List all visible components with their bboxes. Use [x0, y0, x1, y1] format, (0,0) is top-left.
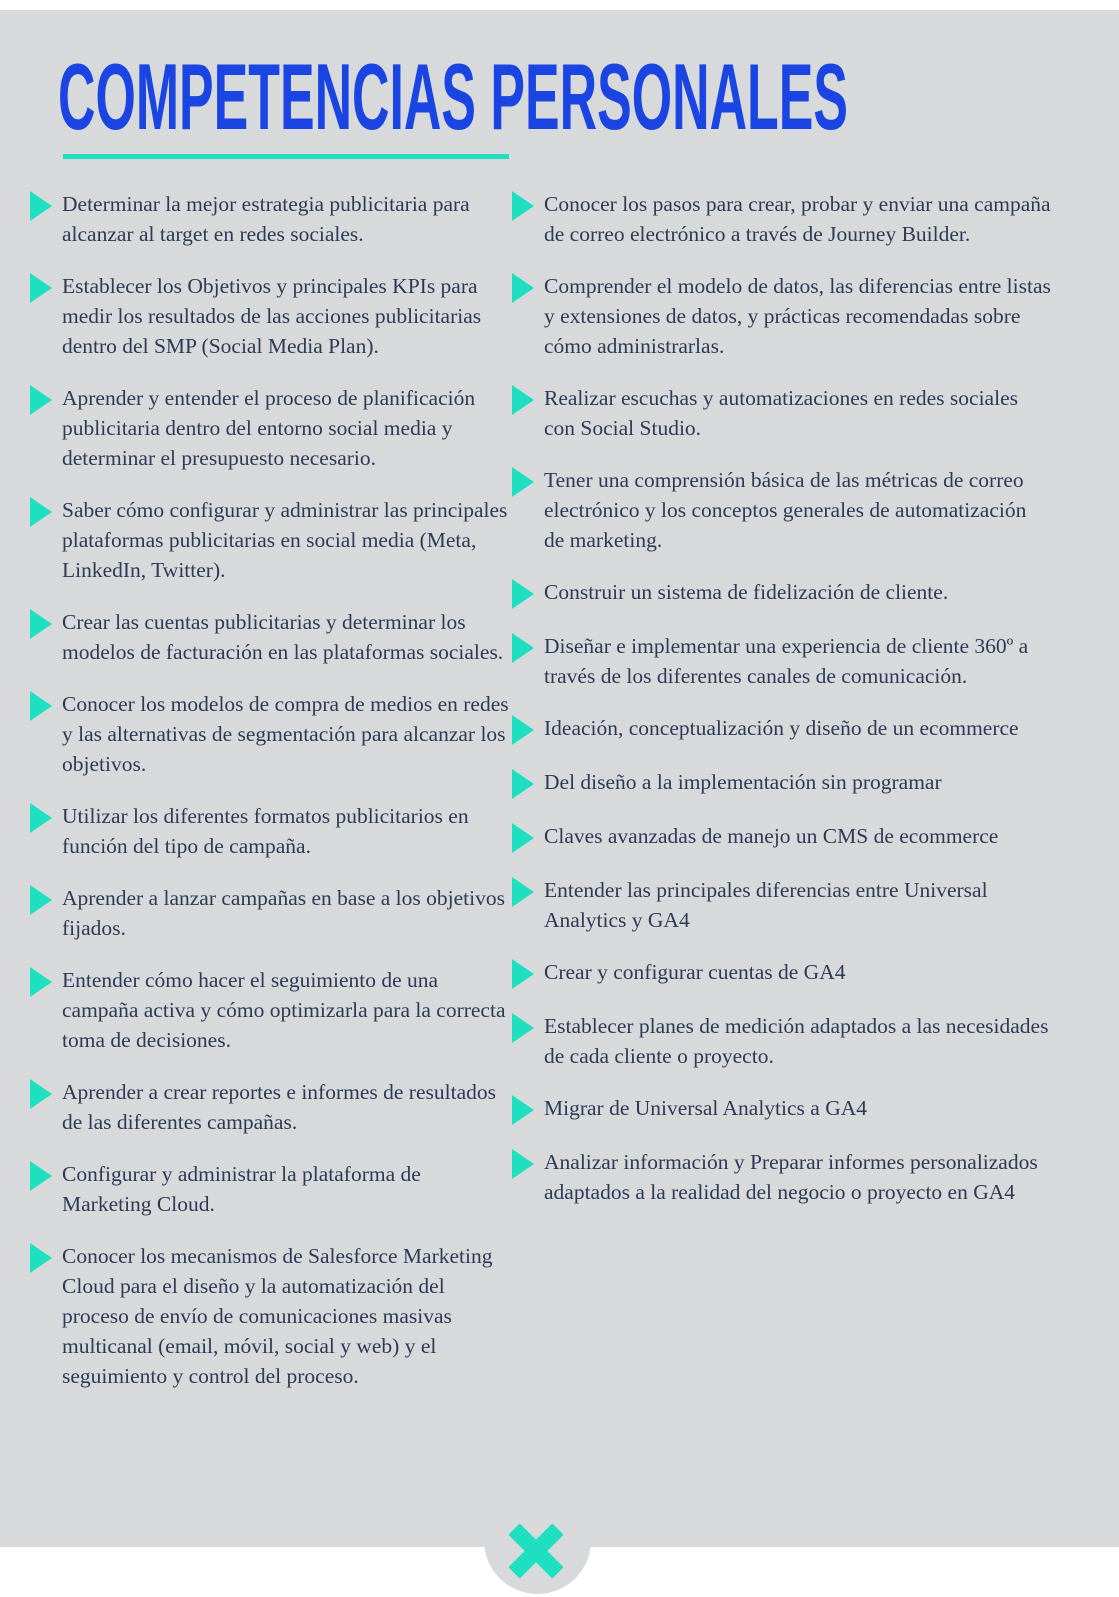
list-item-text: Analizar información y Preparar informes personalizados adaptados a la realidad del negocio o proyecto en GA4: [544, 1150, 1038, 1204]
list-item: [512, 713, 1052, 745]
triangle-right-icon: [30, 1243, 52, 1273]
list-item: [512, 957, 1052, 989]
triangle-right-icon: [30, 191, 52, 221]
triangle-right-icon: [30, 609, 52, 639]
list-item-text: Ideación, conceptualización y diseño de un ecommerce: [544, 716, 1019, 740]
list-item-text: Diseñar e implementar una experiencia de cliente 360º a través de los diferentes canales de comunicación.: [544, 634, 1029, 688]
triangle-right-icon: [30, 691, 52, 721]
list-item: [30, 383, 512, 473]
list-item-text: Migrar de Universal Analytics a GA4: [544, 1096, 868, 1120]
list-item-text: Crear y configurar cuentas de GA4: [544, 960, 846, 984]
triangle-right-icon: [30, 1079, 52, 1109]
list-item: [30, 1159, 512, 1219]
list-item-text: Saber cómo configurar y administrar las principales plataformas publicitarias en social media (Meta, LinkedIn, Twitter).: [62, 498, 508, 582]
triangle-right-icon: [512, 191, 534, 221]
list-item: [512, 577, 1052, 609]
list-item: [30, 1077, 512, 1137]
list-item: [512, 767, 1052, 799]
list-item-text: Determinar la mejor estrategia publicitaria para alcanzar al target en redes sociales.: [62, 192, 470, 246]
triangle-right-icon: [30, 885, 52, 915]
triangle-right-icon: [512, 769, 534, 799]
triangle-right-icon: [512, 1149, 534, 1179]
list-item-text: Del diseño a la implementación sin programar: [544, 770, 942, 794]
list-item: [30, 271, 512, 361]
triangle-right-icon: [512, 579, 534, 609]
list-item: [30, 607, 512, 667]
list-item: [30, 801, 512, 861]
list-item: [512, 383, 1052, 443]
list-item: [30, 1241, 512, 1391]
list-item-text: Crear las cuentas publicitarias y determinar los modelos de facturación en las plataformas sociales.: [62, 610, 504, 664]
right-column: [512, 189, 1052, 1391]
triangle-right-icon: [30, 273, 52, 303]
list-item: [30, 883, 512, 943]
list-item: [512, 189, 1052, 249]
list-item-text: Aprender a lanzar campañas en base a los objetivos fijados.: [62, 886, 505, 940]
x-cross-icon: [509, 1524, 563, 1578]
triangle-right-icon: [30, 385, 52, 415]
triangle-right-icon: [30, 1161, 52, 1191]
triangle-right-icon: [512, 273, 534, 303]
list-item: [512, 465, 1052, 555]
triangle-right-icon: [512, 877, 534, 907]
triangle-right-icon: [512, 1013, 534, 1043]
triangle-right-icon: [30, 803, 52, 833]
triangle-right-icon: [512, 467, 534, 497]
triangle-right-icon: [512, 385, 534, 415]
list-item: [30, 495, 512, 585]
list-item: [512, 271, 1052, 361]
list-item-text: Conocer los mecanismos de Salesforce Marketing Cloud para el diseño y la automatización del proceso de envío de comunicaciones masivas multicanal (email, móvil, social y web) y el seguimiento y control del proceso.: [62, 1244, 493, 1388]
triangle-right-icon: [512, 1095, 534, 1125]
left-column: [30, 189, 512, 1391]
content: [0, 10, 1119, 1391]
list-item-text: Entender cómo hacer el seguimiento de una campaña activa y cómo optimizarla para la correcta toma de decisiones.: [62, 968, 506, 1052]
triangle-right-icon: [512, 633, 534, 663]
list-item-text: Aprender y entender el proceso de planificación publicitaria dentro del entorno social media y determinar el presupuesto necesario.: [62, 386, 476, 470]
list-item-text: Aprender a crear reportes e informes de resultados de las diferentes campañas.: [62, 1080, 496, 1134]
list-item-text: Realizar escuchas y automatizaciones en redes sociales con Social Studio.: [544, 386, 1018, 440]
title-underline-rule: [63, 154, 509, 159]
list-item-text: Construir un sistema de fidelización de cliente.: [544, 580, 949, 604]
list-item: [30, 689, 512, 779]
list-item-text: Configurar y administrar la plataforma de Marketing Cloud.: [62, 1162, 421, 1216]
list-item: [512, 875, 1052, 935]
list-item: [30, 189, 512, 249]
list-item-text: Establecer los Objetivos y principales KPIs para medir los resultados de las acciones publicitarias dentro del SMP (Social Media Plan).: [62, 274, 482, 358]
list-item-text: Establecer planes de medición adaptados a las necesidades de cada cliente o proyecto.: [544, 1014, 1049, 1068]
list-item: [512, 1147, 1052, 1207]
triangle-right-icon: [30, 967, 52, 997]
page-title: [58, 44, 1119, 149]
list-item-text: Claves avanzadas de manejo un CMS de ecommerce: [544, 824, 999, 848]
list-item: [512, 821, 1052, 853]
list-item: [30, 965, 512, 1055]
triangle-right-icon: [30, 497, 52, 527]
triangle-right-icon: [512, 715, 534, 745]
list-item-text: Conocer los pasos para crear, probar y enviar una campaña de correo electrónico a través de Journey Builder.: [544, 192, 1051, 246]
triangle-right-icon: [512, 959, 534, 989]
list-item-text: Utilizar los diferentes formatos publicitarios en función del tipo de campaña.: [62, 804, 469, 858]
bullet-columns: [30, 189, 1119, 1391]
page-title-text: COMPETENCIAS PERSONALES: [58, 44, 848, 149]
list-item-text: Tener una comprensión básica de las métricas de correo electrónico y los conceptos generales de automatización de marketing.: [544, 468, 1027, 552]
list-item-text: Comprender el modelo de datos, las diferencias entre listas y extensiones de datos, y prácticas recomendadas sobre cómo administrarlas.: [544, 274, 1051, 358]
triangle-right-icon: [512, 823, 534, 853]
list-item-text: Entender las principales diferencias entre Universal Analytics y GA4: [544, 878, 988, 932]
list-item: [512, 1093, 1052, 1125]
list-item-text: Conocer los modelos de compra de medios en redes y las alternativas de segmentación para alcanzar los objetivos.: [62, 692, 509, 776]
list-item: [512, 1011, 1052, 1071]
list-item: [512, 631, 1052, 691]
